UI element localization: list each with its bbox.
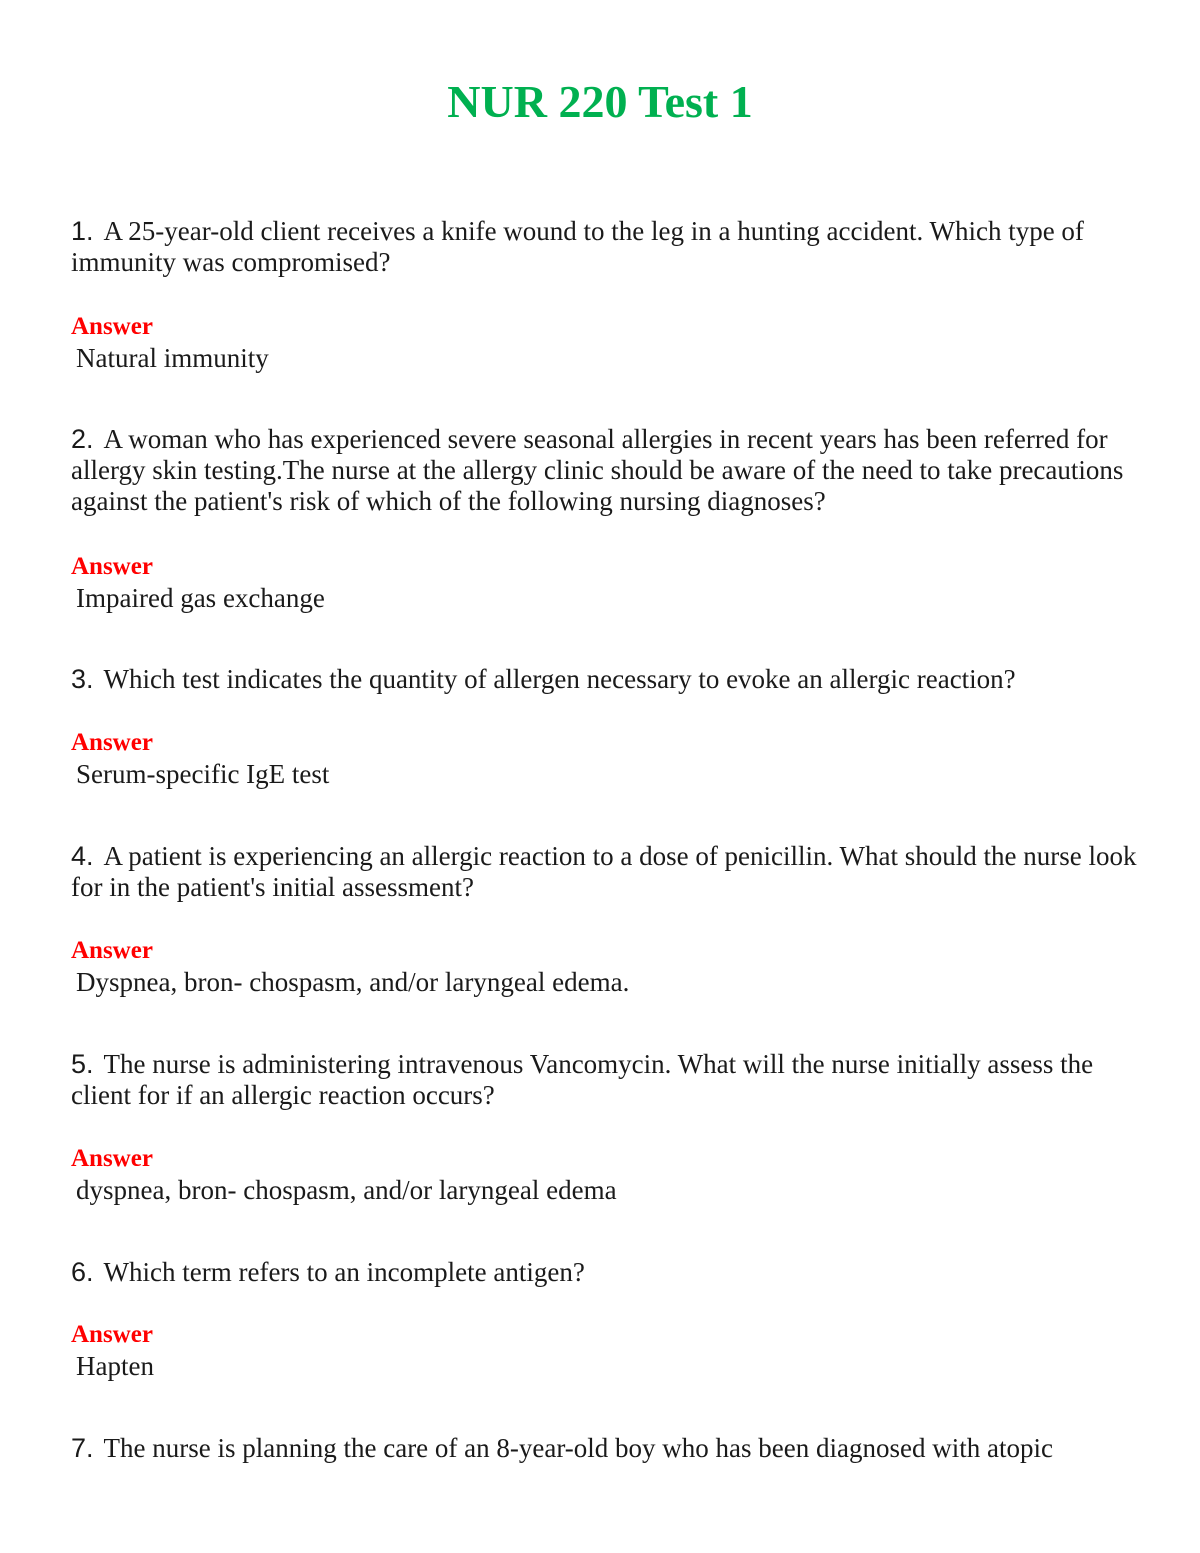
answer-text: Hapten [76, 1351, 154, 1381]
question-number: 6. [71, 1257, 94, 1287]
answer-block-1 [71, 311, 1141, 374]
question-body: Which test indicates the quantity of allergen necessary to evoke an allergic reaction? [103, 664, 1016, 694]
answer-label: Answer [71, 729, 153, 756]
question-body: A patient is experiencing an allergic reaction to a dose of penicillin. What should the nurse look for in the patient's initial assessment? [71, 841, 1137, 902]
question-body: A 25-year-old client receives a knife wound to the leg in a hunting accident. Which type of immunity was compromised? [71, 216, 1084, 277]
answer-block-3 [71, 727, 1141, 790]
answer-block-5 [71, 1143, 1141, 1206]
question-number: 3. [71, 664, 94, 694]
question-item-1 [71, 216, 1141, 278]
answer-block-6 [71, 1319, 1141, 1382]
answer-block-4 [71, 935, 1141, 998]
answer-label: Answer [71, 553, 153, 580]
question-item-6 [71, 1257, 1141, 1288]
question-body: The nurse is administering intravenous Vancomycin. What will the nurse initially assess the client for if an allergic reaction occurs? [71, 1049, 1094, 1110]
question-number: 5. [71, 1049, 94, 1079]
question-text [71, 1049, 1141, 1111]
question-text [71, 1433, 1141, 1464]
answer-text: dyspnea, bron- chospasm, and/or laryngeal edema [76, 1175, 617, 1205]
question-body: The nurse is planning the care of an 8-year-old boy who has been diagnosed with atopic [103, 1433, 1053, 1463]
question-number: 4. [71, 841, 94, 871]
question-body: Which term refers to an incomplete antigen? [103, 1257, 585, 1287]
answer-label: Answer [71, 313, 153, 340]
question-item-7 [71, 1433, 1141, 1464]
question-body: A woman who has experienced severe seasonal allergies in recent years has been referred for allergy skin testing.The nurse at the allergy clinic should be aware of the need to take precautions against the patient's risk of which of the following nursing diagnoses? [71, 424, 1124, 516]
answer-text: Dyspnea, bron- chospasm, and/or laryngeal edema. [76, 967, 630, 997]
answer-label: Answer [71, 1321, 153, 1348]
question-text [71, 841, 1141, 903]
question-number: 2. [71, 424, 94, 454]
page-title: NUR 220 Test 1 [447, 76, 753, 127]
question-number: 7. [71, 1433, 94, 1463]
answer-label: Answer [71, 1145, 153, 1172]
question-item-4 [71, 841, 1141, 903]
question-text [71, 216, 1141, 278]
answer-text: Impaired gas exchange [76, 583, 325, 613]
answer-label: Answer [71, 937, 153, 964]
answer-text: Natural immunity [76, 343, 269, 373]
question-text [71, 664, 1141, 695]
question-number: 1. [71, 216, 94, 246]
answer-block-2 [71, 551, 1141, 614]
answer-text: Serum-specific IgE test [76, 759, 330, 789]
question-text [71, 1257, 1141, 1288]
question-item-2 [71, 424, 1141, 517]
question-text [71, 424, 1141, 517]
question-item-3 [71, 664, 1141, 695]
question-item-5 [71, 1049, 1141, 1111]
